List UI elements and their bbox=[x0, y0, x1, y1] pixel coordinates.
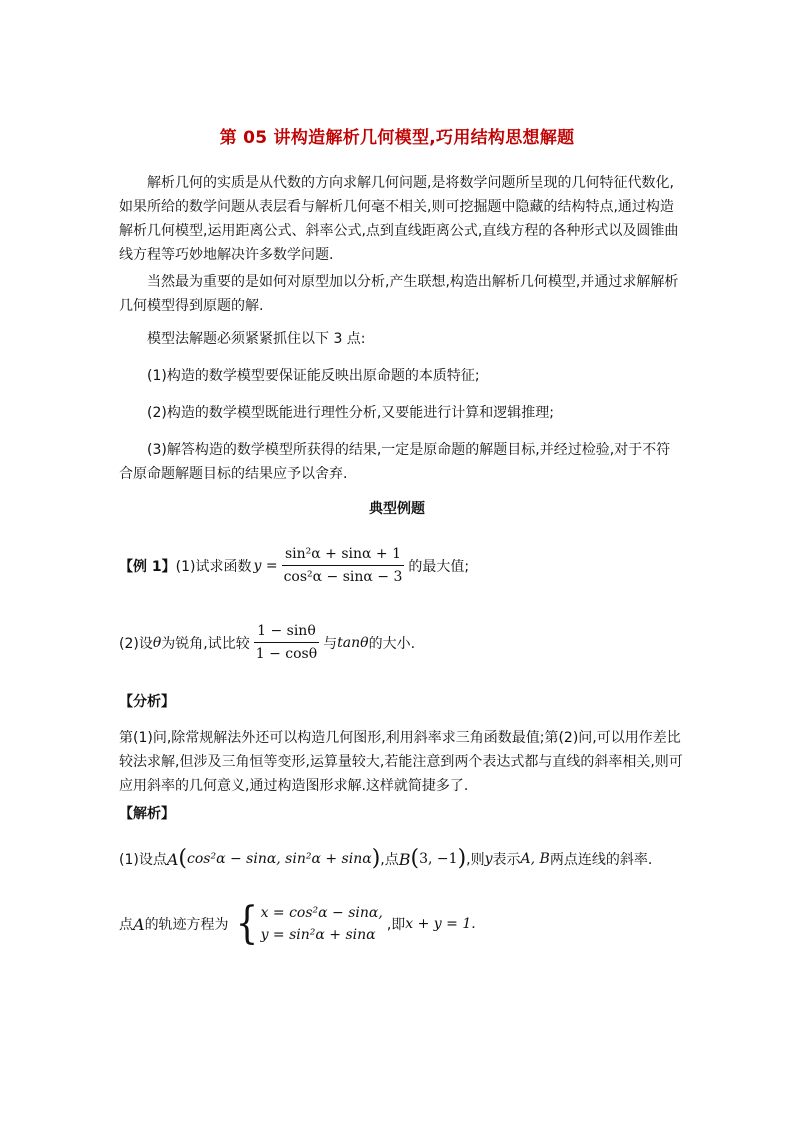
compare-numerator: 1 − sinθ bbox=[254, 622, 319, 643]
tan-theta: tanθ bbox=[337, 634, 369, 651]
equation-system bbox=[233, 898, 383, 949]
compare-fraction bbox=[253, 622, 320, 663]
system-y-equation: y = sin²α + sinα bbox=[260, 927, 376, 943]
function-fraction bbox=[281, 545, 406, 586]
solution-line-2 bbox=[119, 898, 476, 949]
section-title: 典型例题 bbox=[369, 501, 425, 517]
fraction-numerator: sin²α + sinα + 1 bbox=[282, 545, 404, 566]
example-1-part-1 bbox=[119, 545, 469, 586]
y-equals: y = bbox=[253, 557, 278, 574]
point-a-coords: cos²α − sinα, sin²α + sinα bbox=[187, 851, 372, 867]
left-brace: { bbox=[235, 898, 258, 949]
system-x-equation: x = cos²α − sinα, bbox=[260, 905, 383, 921]
point-1: (1)构造的数学模型要保证能反映出原命题的本质特征; bbox=[147, 368, 480, 384]
point-3: (3)解答构造的数学模型所获得的结果,一定是原命题的解题目标,并经过检验,对于不符合原命题解题目标的结果应予以舍弃. bbox=[119, 442, 671, 482]
theta-symbol: θ bbox=[152, 634, 162, 651]
sol-line1-then: ,则 bbox=[466, 852, 485, 868]
intro-paragraph-1: 解析几何的实质是从代数的方向求解几何问题,是将数学问题所呈现的几何特征代数化,如果所给的数学问题从表层看与解析几何毫不相关,则可挖掘题中隐藏的结构特点,通过构造解析几何模型,运用距离公式、斜率公式,点到直线距离公式,直线方程的各种形式以及圆锥曲线方程等巧妙地解决许多数学问题. bbox=[119, 175, 679, 263]
points-ab: A, B bbox=[520, 851, 550, 867]
point-a-label: A bbox=[166, 849, 179, 869]
compare-denominator: 1 − cosθ bbox=[255, 646, 318, 662]
sol-line1-means: 表示 bbox=[492, 852, 521, 868]
point-b-label: B bbox=[398, 849, 411, 869]
analysis-label: 【分析】 bbox=[119, 694, 175, 710]
sol-line2-prefix: 点 bbox=[119, 917, 133, 933]
part-1-prefix: (1)试求函数 bbox=[175, 558, 252, 575]
example-1-part-2 bbox=[119, 622, 415, 663]
solution-line-1: (1)设点 A ( cos²α − sinα, sin²α + sinα ) ,点 B ( 3, −1 ) ,则 y 表示 A, B 两点连线的斜率. bbox=[119, 846, 653, 871]
line-equation: x + y = 1. bbox=[405, 916, 476, 932]
intro-paragraph-2: 当然最为重要的是如何对原型加以分析,产生联想,构造出解析几何模型,并通过求解解析几何模型得到原题的解. bbox=[119, 274, 679, 314]
sol-line1-mid: ,点 bbox=[380, 852, 399, 868]
analysis-text: 第(1)问,除常规解法外还可以构造几何图形,利用斜率求三角函数最值;第(2)问,可以用作差比较法求解,但涉及三角恒等变形,运算量较大,若能注意到两个表达式都与直线的斜率相关,则可应用斜率的几何意义,通过构造图形求解.这样就简捷多了. bbox=[119, 730, 683, 794]
point-a-label-2: A bbox=[133, 914, 145, 934]
intro-paragraph-3: 模型法解题必须紧紧抓住以下 3 点: bbox=[147, 331, 366, 347]
part-1-suffix: 的最大值; bbox=[408, 558, 470, 575]
part-2-prefix: (2)设 bbox=[119, 635, 153, 652]
sol-line1-prefix: (1)设点 bbox=[119, 852, 167, 868]
point-b-coords: 3, −1 bbox=[419, 851, 458, 867]
example-label: 【例 1】 bbox=[119, 558, 176, 575]
part-2-mid: 为锐角,试比较 bbox=[161, 635, 250, 652]
sol-line2-mid: 的轨迹方程为 bbox=[144, 917, 229, 933]
y-variable: y bbox=[484, 851, 493, 867]
solution-label: 【解析】 bbox=[119, 806, 175, 822]
sol-line2-then: ,即 bbox=[386, 917, 406, 933]
point-2: (2)构造的数学模型既能进行理性分析,又要能进行计算和逻辑推理; bbox=[147, 405, 554, 421]
part-2-with: 与 bbox=[323, 635, 338, 652]
fraction-denominator: cos²α − sinα − 3 bbox=[283, 569, 403, 585]
part-2-suffix: 的大小. bbox=[368, 635, 416, 652]
sol-line1-suffix: 两点连线的斜率. bbox=[549, 852, 653, 868]
page-title: 第 05 讲构造解析几何模型,巧用结构思想解题 bbox=[219, 128, 575, 148]
